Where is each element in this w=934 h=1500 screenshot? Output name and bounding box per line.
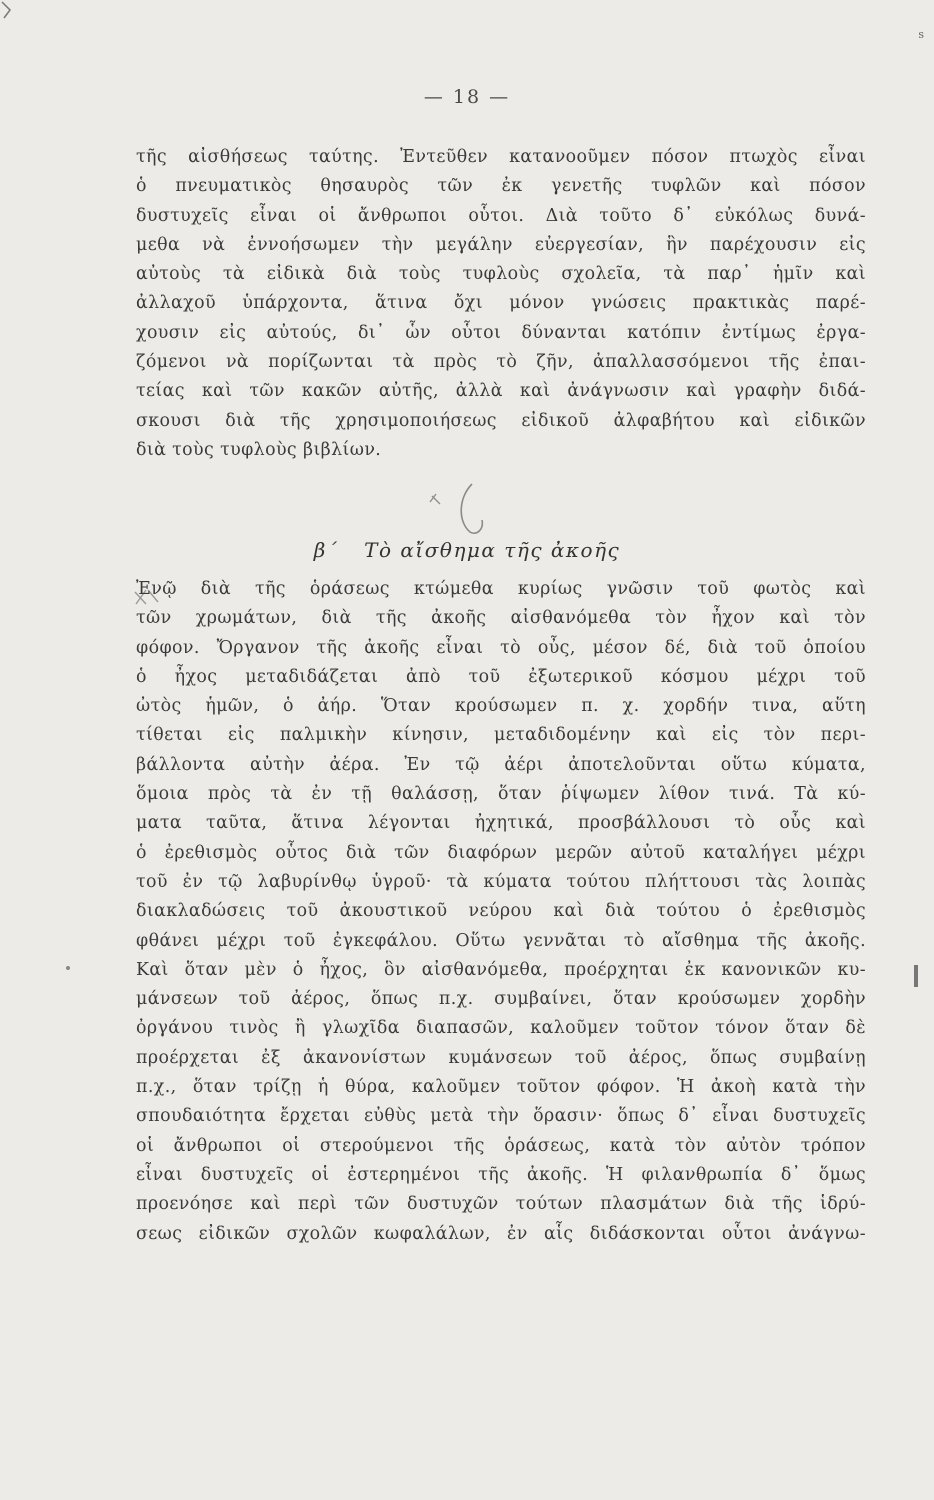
text-line: τείας καὶ τῶν κακῶν αὐτῆς, ἀλλὰ καὶ ἀνάγνωσιν καὶ γραφὴν διδά- (136, 381, 866, 402)
section-heading (0, 538, 934, 562)
text-line: ὠτὸς ἡμῶν, ὁ ἀήρ. Ὅταν κρούσωμεν π. χ. χορδήν τινα, αὕτη (136, 696, 866, 717)
text-line: Καὶ ὅταν μὲν ὁ ἦχος, ὃν αἰσθανόμεθα, προέρχηται ἐκ κανονικῶν κυ- (136, 959, 866, 980)
text-line: διακλαδώσεις τοῦ ἀκουστικοῦ νεύρου καὶ διὰ τούτου ὁ ἐρεθισμὸς (136, 901, 866, 922)
text-line: σεως εἰδικῶν σχολῶν κωφαλάλων, ἐν αἷς διδάσκονται οὗτοι ἀνάγνω- (136, 1223, 866, 1244)
text-line: προενόησε καὶ περὶ τῶν δυστυχῶν τούτων πλασμάτων διὰ τῆς ἱδρύ- (136, 1194, 866, 1215)
text-line: π.χ., ὅταν τρίζῃ ἡ θύρα, καλοῦμεν τοῦτον φόφον. Ἡ ἀκοὴ κατὰ τὴν (136, 1077, 866, 1098)
text-line: μάνσεων τοῦ ἀέρος, ὅπως π.χ. συμβαίνει, ὅταν κρούσωμεν χορδὴν (136, 989, 866, 1010)
paragraph-1 (136, 143, 866, 465)
section-title: Τὸ αἴσθημα τῆς ἀκοῆς (364, 538, 621, 562)
text-line: χουσιν εἰς αὐτούς, δι᾽ ὧν οὗτοι δύνανται κατόπιν ἐντίμως ἐργα- (136, 322, 866, 343)
text-line: ἀλλαχοῦ ὑπάρχοντα, ἅτινα ὄχι μόνον γνώσεις πρακτικὰς παρέ- (136, 293, 866, 314)
text-line: ὁ ἦχος μεταδιδάζεται ἀπὸ τοῦ ἐξωτερικοῦ κόσμου μέχρι τοῦ (136, 666, 866, 687)
text-line: φόφον. Ὄργανον τῆς ἀκοῆς εἶναι τὸ οὖς, μέσον δέ, διὰ τοῦ ὁποίου (136, 637, 866, 658)
pencil-annotation (422, 480, 512, 540)
text-line: βάλλοντα αὐτὴν ἀέρα. Ἐν τῷ ἀέρι ἀποτελοῦνται οὕτω κύματα, (136, 754, 866, 775)
edge-mark (0, 0, 14, 20)
text-line: δυστυχεῖς εἶναι οἱ ἄνθρωποι οὗτοι. Διὰ τοῦτο δ᾽ εὐκόλως δυνά- (136, 205, 866, 226)
text-line: σπουδαιότητα ἔρχεται εὐθὺς μετὰ τὴν ὅρασιν· ὅπως δ᾽ εἶναι δυστυχεῖς (136, 1106, 866, 1127)
text-line: οἱ ἄνθρωποι οἱ στερούμενοι τῆς ὁράσεως, κατὰ τὸν αὐτὸν τρόπον (136, 1135, 866, 1156)
text-line: διὰ τοὺς τυφλοὺς βιβλίων. (136, 439, 382, 460)
paragraph-2 (136, 575, 866, 1249)
text-line: τῆς αἰσθήσεως ταύτης. Ἐντεῦθεν κατανοοῦμεν πόσον πτωχὸς εἶναι (136, 147, 866, 167)
text-line: προέρχεται ἐξ ἀκανονίστων κυμάνσεων τοῦ ἀέρος, ὅπως συμβαίνῃ (136, 1047, 866, 1068)
text-line: τῶν χρωμάτων, διὰ τῆς ἀκοῆς αἰσθανόμεθα τὸν ἦχον καὶ τὸν (136, 608, 866, 629)
text-line: ὀργάνου τινὸς ἢ γλωχῖδα διαπασῶν, καλοῦμεν τοῦτον τόνον ὅταν δὲ (136, 1018, 866, 1039)
text-line: τίθεται εἰς παλμικὴν κίνησιν, μεταδιδομένην καὶ εἰς τὸν περι- (136, 725, 866, 746)
text-line: αὐτοὺς τὰ εἰδικὰ διὰ τοὺς τυφλοὺς σχολεῖα, τὰ παρ᾽ ἡμῖν καὶ (136, 264, 866, 285)
text-line: ὁ πνευματικὸς θησαυρὸς τῶν ἐκ γενετῆς τυφλῶν καὶ πόσον (136, 176, 866, 197)
text-line: φθάνει μέχρι τοῦ ἐγκεφάλου. Οὕτω γεννᾶται τὸ αἴσθημα τῆς ἀκοῆς. (136, 930, 866, 951)
text-line: ζόμενοι νὰ πορίζωνται τὰ πρὸς τὸ ζῆν, ἀπαλλασσόμενοι τῆς ἐπαι- (136, 352, 866, 373)
section-marker: β΄ (313, 538, 339, 562)
corner-mark: s (918, 28, 924, 41)
margin-stroke (914, 965, 918, 987)
text-line: ὁ ἐρεθισμὸς οὗτος διὰ τῶν διαφόρων μερῶν αὐτοῦ καταλήγει μέχρι (136, 842, 866, 863)
text-line: σκουσι διὰ τῆς χρησιμοποιήσεως εἰδικοῦ ἀλφαβήτου καὶ εἰδικῶν (136, 410, 866, 431)
text-line: μεθα νὰ ἐννοήσωμεν τὴν μεγάλην εὐεργεσίαν, ἣν παρέχουσιν εἰς (136, 234, 866, 255)
text-line: ματα ταῦτα, ἅτινα λέγονται ἠχητικά, προσβάλλουσι τὸ οὖς καὶ (136, 813, 866, 834)
text-line: τοῦ ἐν τῷ λαβυρίνθῳ ὑγροῦ· τὰ κύματα τούτου πλήττουσι τὰς λοιπὰς (136, 871, 866, 892)
text-line: Ἐνῷ διὰ τῆς ὁράσεως κτώμεθα κυρίως γνῶσιν τοῦ φωτὸς καὶ (136, 579, 866, 599)
text-line: εἶναι δυστυχεῖς οἱ ἐστερημένοι τῆς ἀκοῆς. Ἡ φιλανθρωπία δ᾽ ὅμως (136, 1164, 866, 1185)
text-line: ὅμοια πρὸς τὰ ἐν τῇ θαλάσσῃ, ὅταν ῥίψωμεν λίθον τινά. Τὰ κύ- (136, 784, 866, 805)
page-number: — 18 — (423, 86, 511, 108)
margin-dot (66, 966, 70, 970)
